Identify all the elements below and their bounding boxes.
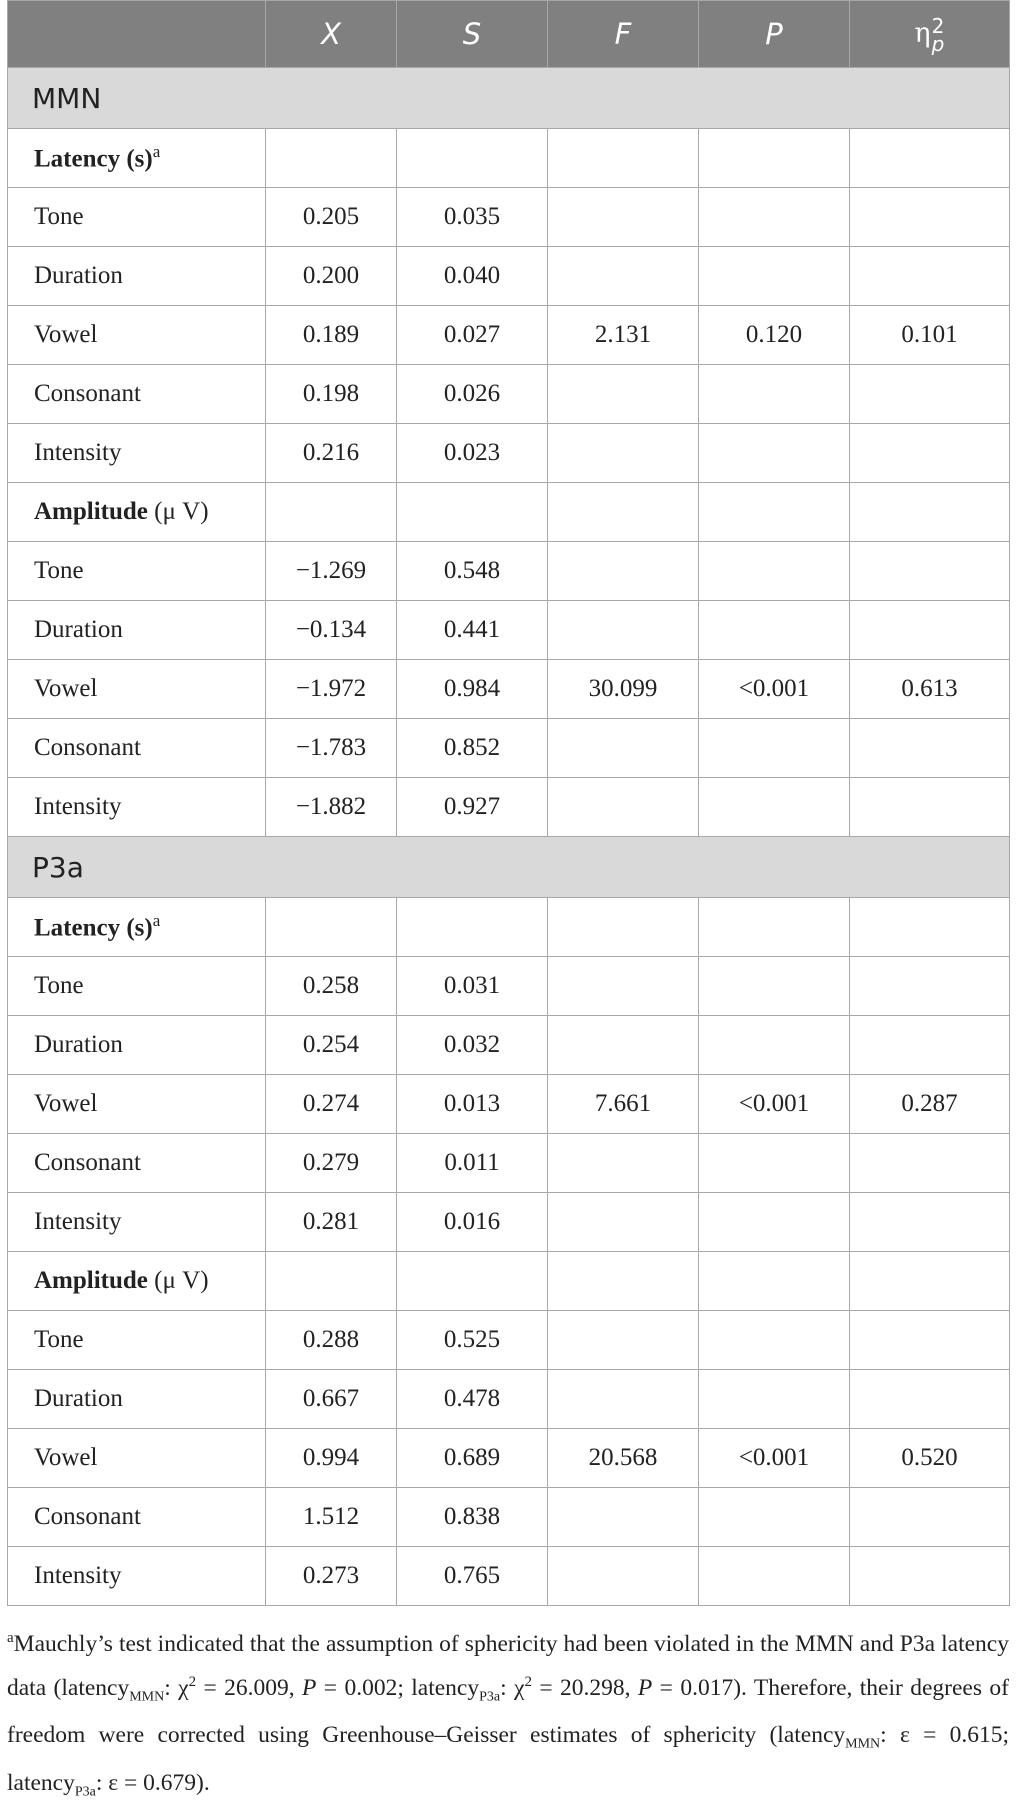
subheader-label — [8, 1252, 266, 1311]
row-label: Consonant — [8, 365, 266, 424]
eta-symbol: η — [914, 18, 931, 50]
cell-s: 0.013 — [397, 1075, 548, 1134]
table-row — [8, 188, 1010, 247]
empty-cell — [699, 1252, 850, 1311]
cell-f — [548, 542, 699, 601]
cell-f — [548, 424, 699, 483]
cell-x: 0.198 — [266, 365, 397, 424]
cell-p — [699, 1311, 850, 1370]
cell-f — [548, 188, 699, 247]
empty-cell — [850, 129, 1010, 188]
subheader-text: Latency (s) — [34, 914, 153, 942]
row-label: Tone — [8, 188, 266, 247]
table-row — [8, 542, 1010, 601]
cell-eta — [850, 365, 1010, 424]
cell-x: −1.783 — [266, 719, 397, 778]
cell-eta — [850, 1016, 1010, 1075]
table-container — [7, 0, 1009, 1812]
table-row — [8, 957, 1010, 1016]
cell-s: 0.927 — [397, 778, 548, 837]
section-title: P3a — [8, 837, 1010, 898]
footnote — [7, 1619, 1009, 1812]
empty-cell — [548, 898, 699, 957]
empty-cell — [397, 129, 548, 188]
cell-s: 0.852 — [397, 719, 548, 778]
row-label: Duration — [8, 247, 266, 306]
table-row — [8, 1134, 1010, 1193]
subheader-label — [8, 483, 266, 542]
cell-p — [699, 1370, 850, 1429]
row-label: Tone — [8, 957, 266, 1016]
cell-f: 30.099 — [548, 660, 699, 719]
cell-s: 0.984 — [397, 660, 548, 719]
cell-f — [548, 1547, 699, 1606]
empty-cell — [397, 898, 548, 957]
row-label: Intensity — [8, 1193, 266, 1252]
cell-f — [548, 957, 699, 1016]
cell-s: 0.838 — [397, 1488, 548, 1547]
subheader-row-latency — [8, 129, 1010, 188]
header-p: P — [699, 1, 850, 68]
cell-x: 1.512 — [266, 1488, 397, 1547]
cell-f — [548, 1370, 699, 1429]
row-label: Duration — [8, 1370, 266, 1429]
cell-eta — [850, 247, 1010, 306]
empty-cell — [850, 898, 1010, 957]
footnote-sup: 2 — [188, 1673, 197, 1690]
row-label: Tone — [8, 542, 266, 601]
cell-s: 0.031 — [397, 957, 548, 1016]
cell-eta — [850, 188, 1010, 247]
footnote-p: P — [302, 1674, 317, 1701]
cell-x: 0.279 — [266, 1134, 397, 1193]
cell-x: 0.667 — [266, 1370, 397, 1429]
header-blank — [8, 1, 266, 68]
row-label: Consonant — [8, 719, 266, 778]
row-label: Consonant — [8, 1134, 266, 1193]
empty-cell — [699, 483, 850, 542]
section-title: MMN — [8, 68, 1010, 129]
empty-cell — [397, 1252, 548, 1311]
cell-x: −0.134 — [266, 601, 397, 660]
cell-eta — [850, 1370, 1010, 1429]
cell-s: 0.011 — [397, 1134, 548, 1193]
table-body — [8, 68, 1010, 1606]
footnote-mark: a — [7, 1630, 14, 1646]
cell-p: <0.001 — [699, 660, 850, 719]
footnote-text: : χ — [500, 1674, 525, 1701]
footnote-text: = 26.009, — [196, 1674, 303, 1701]
table-row — [8, 660, 1010, 719]
cell-f — [548, 778, 699, 837]
cell-s: 0.548 — [397, 542, 548, 601]
empty-cell — [699, 129, 850, 188]
footnote-text: : χ — [164, 1674, 189, 1701]
cell-p — [699, 1547, 850, 1606]
cell-eta: 0.287 — [850, 1075, 1010, 1134]
footnote-text: : ε = 0.615; latency — [7, 1722, 1009, 1797]
cell-s: 0.016 — [397, 1193, 548, 1252]
cell-eta: 0.101 — [850, 306, 1010, 365]
cell-x: 0.189 — [266, 306, 397, 365]
cell-s: 0.023 — [397, 424, 548, 483]
table-row — [8, 1488, 1010, 1547]
table-row — [8, 1193, 1010, 1252]
cell-p — [699, 542, 850, 601]
cell-x: 0.288 — [266, 1311, 397, 1370]
empty-cell — [548, 1252, 699, 1311]
cell-x: 0.254 — [266, 1016, 397, 1075]
row-label: Intensity — [8, 778, 266, 837]
table-row — [8, 1311, 1010, 1370]
cell-eta — [850, 601, 1010, 660]
eta-sup: 2 — [931, 13, 945, 38]
table-row — [8, 1075, 1010, 1134]
empty-cell — [850, 1252, 1010, 1311]
cell-x: 0.200 — [266, 247, 397, 306]
footnote-p: P — [637, 1674, 653, 1701]
empty-cell — [548, 483, 699, 542]
header-s: S — [397, 1, 548, 68]
empty-cell — [266, 129, 397, 188]
cell-p — [699, 424, 850, 483]
footnote-text: = 20.298, — [531, 1674, 638, 1701]
cell-eta — [850, 1193, 1010, 1252]
cell-p — [699, 188, 850, 247]
header-eta — [850, 1, 1010, 68]
cell-x: −1.269 — [266, 542, 397, 601]
cell-f — [548, 1488, 699, 1547]
cell-eta — [850, 1488, 1010, 1547]
cell-x: −1.972 — [266, 660, 397, 719]
row-label: Vowel — [8, 1075, 266, 1134]
cell-f — [548, 1016, 699, 1075]
cell-x: 0.994 — [266, 1429, 397, 1488]
footnote-text: : ε = 0.679). — [95, 1770, 210, 1797]
subheader-label — [8, 898, 266, 957]
cell-eta — [850, 1311, 1010, 1370]
cell-p — [699, 1134, 850, 1193]
cell-f — [548, 1134, 699, 1193]
cell-eta — [850, 542, 1010, 601]
cell-x: 0.273 — [266, 1547, 397, 1606]
row-label: Intensity — [8, 424, 266, 483]
cell-p — [699, 1016, 850, 1075]
cell-x: −1.882 — [266, 778, 397, 837]
cell-f: 2.131 — [548, 306, 699, 365]
footnote-text: Mauchly’s test indicated that the assumption of sphericity had been violated in the MMN and P3a latency data (latency — [7, 1630, 1009, 1701]
row-label: Duration — [8, 1016, 266, 1075]
table-row — [8, 424, 1010, 483]
table-row — [8, 1429, 1010, 1488]
cell-p — [699, 247, 850, 306]
footnote-sup: 2 — [524, 1673, 532, 1690]
cell-f: 7.661 — [548, 1075, 699, 1134]
empty-cell — [850, 483, 1010, 542]
results-table — [7, 0, 1010, 1606]
row-label: Vowel — [8, 660, 266, 719]
cell-eta — [850, 1134, 1010, 1193]
cell-s: 0.026 — [397, 365, 548, 424]
table-row — [8, 1370, 1010, 1429]
subheader-row-latency — [8, 898, 1010, 957]
empty-cell — [266, 483, 397, 542]
row-label: Consonant — [8, 1488, 266, 1547]
cell-eta — [850, 778, 1010, 837]
cell-eta — [850, 424, 1010, 483]
cell-x: 0.205 — [266, 188, 397, 247]
cell-s: 0.040 — [397, 247, 548, 306]
cell-eta: 0.613 — [850, 660, 1010, 719]
header-f: F — [548, 1, 699, 68]
cell-x: 0.281 — [266, 1193, 397, 1252]
empty-cell — [699, 898, 850, 957]
cell-eta — [850, 719, 1010, 778]
subheader-row-amplitude — [8, 483, 1010, 542]
section-row-p3a — [8, 837, 1010, 898]
cell-f — [548, 1311, 699, 1370]
footnote-sub: P3a — [74, 1784, 96, 1800]
cell-f — [548, 719, 699, 778]
cell-x: 0.216 — [266, 424, 397, 483]
table-row — [8, 601, 1010, 660]
footnote-sub: P3a — [479, 1689, 501, 1705]
empty-cell — [397, 483, 548, 542]
unit-text: (μ V) — [154, 1267, 209, 1294]
row-label: Intensity — [8, 1547, 266, 1606]
cell-s: 0.478 — [397, 1370, 548, 1429]
empty-cell — [548, 129, 699, 188]
section-row-mmn — [8, 68, 1010, 129]
cell-s: 0.765 — [397, 1547, 548, 1606]
cell-p — [699, 719, 850, 778]
cell-s: 0.032 — [397, 1016, 548, 1075]
cell-x: 0.274 — [266, 1075, 397, 1134]
table-row — [8, 247, 1010, 306]
table-row — [8, 1016, 1010, 1075]
subheader-text: Latency (s) — [34, 145, 153, 173]
cell-f — [548, 247, 699, 306]
cell-s: 0.441 — [397, 601, 548, 660]
header-x: X — [266, 1, 397, 68]
cell-p — [699, 778, 850, 837]
cell-p — [699, 1193, 850, 1252]
cell-p — [699, 957, 850, 1016]
cell-s: 0.525 — [397, 1311, 548, 1370]
cell-s: 0.035 — [397, 188, 548, 247]
subheader-text: Amplitude — [34, 498, 148, 525]
subheader-label — [8, 129, 266, 188]
cell-p: <0.001 — [699, 1075, 850, 1134]
cell-s: 0.689 — [397, 1429, 548, 1488]
footnote-text: = 0.002; latency — [316, 1674, 480, 1701]
footnote-ref: a — [152, 142, 161, 162]
cell-f: 20.568 — [548, 1429, 699, 1488]
empty-cell — [266, 1252, 397, 1311]
row-label: Vowel — [8, 1429, 266, 1488]
cell-s: 0.027 — [397, 306, 548, 365]
cell-eta: 0.520 — [850, 1429, 1010, 1488]
footnote-sub: MMN — [845, 1737, 881, 1753]
table-row — [8, 778, 1010, 837]
cell-p — [699, 1488, 850, 1547]
cell-p: 0.120 — [699, 306, 850, 365]
cell-f — [548, 365, 699, 424]
cell-x: 0.258 — [266, 957, 397, 1016]
footnote-ref: a — [152, 911, 161, 931]
eta-sub: p — [931, 31, 945, 56]
row-label: Vowel — [8, 306, 266, 365]
footnote-sub: MMN — [129, 1689, 165, 1705]
empty-cell — [266, 898, 397, 957]
table-row — [8, 1547, 1010, 1606]
table-row — [8, 365, 1010, 424]
footnote-text: = 0.017). Therefore, their degrees of freedom were corrected using Greenhouse–Geisser estimates of sphericity (latency — [7, 1674, 1009, 1749]
subheader-row-amplitude — [8, 1252, 1010, 1311]
row-label: Duration — [8, 601, 266, 660]
cell-f — [548, 601, 699, 660]
row-label: Tone — [8, 1311, 266, 1370]
table-row — [8, 719, 1010, 778]
cell-f — [548, 1193, 699, 1252]
cell-p — [699, 601, 850, 660]
cell-p — [699, 365, 850, 424]
header-row — [8, 1, 1010, 68]
cell-eta — [850, 957, 1010, 1016]
table-row — [8, 306, 1010, 365]
subheader-text: Amplitude — [34, 1267, 148, 1294]
cell-p: <0.001 — [699, 1429, 850, 1488]
cell-eta — [850, 1547, 1010, 1606]
unit-text: (μ V) — [154, 498, 209, 525]
